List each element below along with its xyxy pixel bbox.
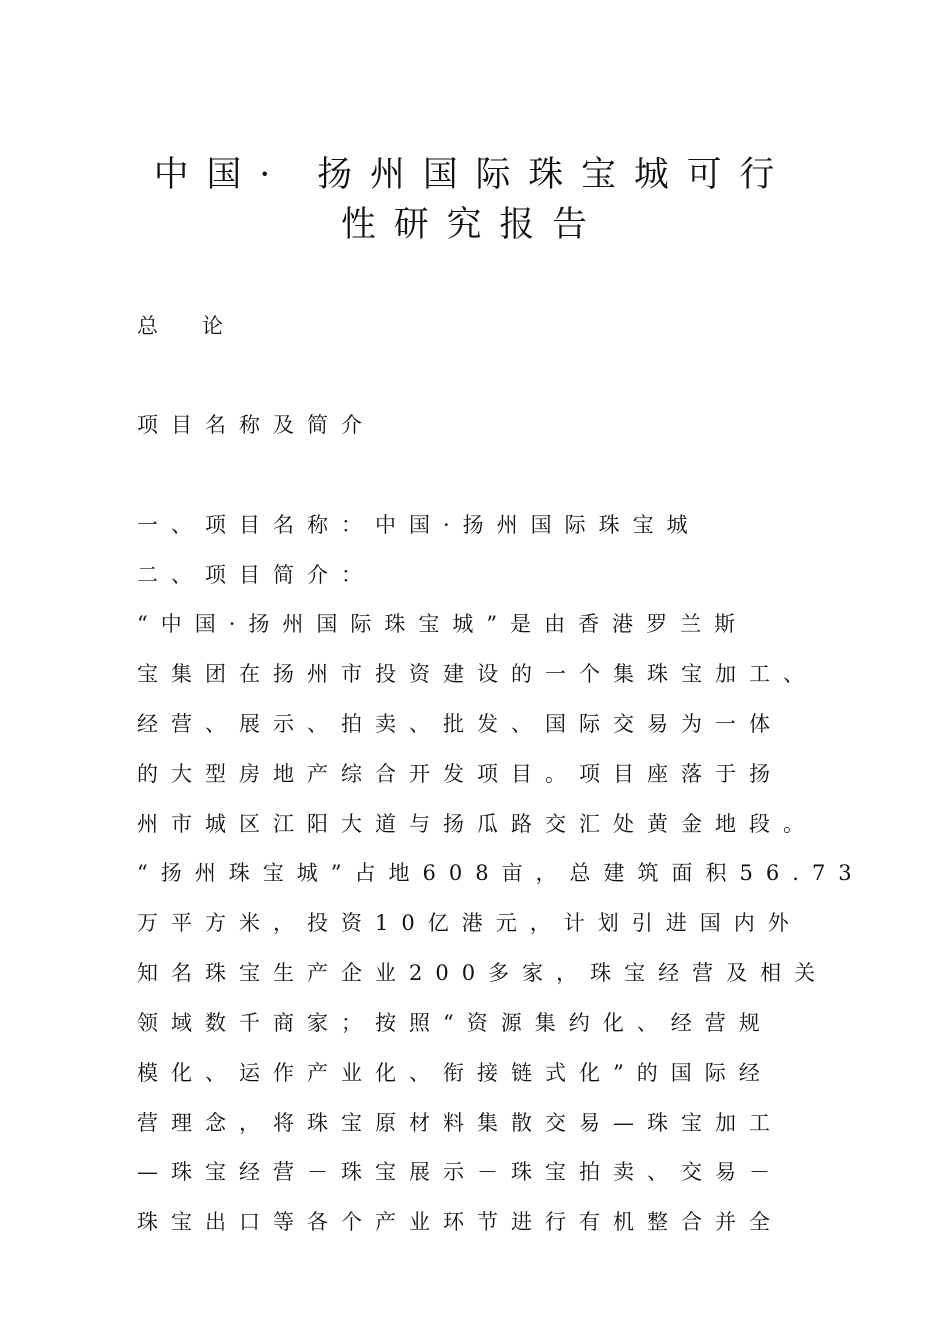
body-line: —珠宝经营－珠宝展示－珠宝拍卖、交易－ [137, 1160, 783, 1184]
body-line: 二、项目简介： [137, 563, 375, 587]
body-line: 经营、展示、拍卖、批发、国际交易为一体 [137, 712, 783, 736]
body-line: 的大型房地产综合开发项目。项目座落于扬 [137, 762, 783, 786]
body-line: 一、项目名称：中国·扬州国际珠宝城 [137, 513, 701, 537]
document-title-line-1: 中国· 扬州国际珠宝城可行 [153, 155, 793, 195]
body-line: 万平方米，投资10亿港元，计划引进国内外 [137, 911, 802, 935]
body-line: 领域数千商家；按照“资源集约化、经营规 [137, 1011, 773, 1035]
document-title-line-2: 性研究报告 [341, 205, 605, 245]
body-line: 模化、运作产业化、衔接链式化”的国际经 [137, 1061, 773, 1085]
body-line: 珠宝出口等各个产业环节进行有机整合并全 [137, 1210, 783, 1234]
section-heading: 总论 [137, 314, 267, 338]
body-line: 州市城区江阳大道与扬瓜路交汇处黄金地段。 [137, 812, 817, 836]
body-line: “扬州珠宝城”占地608亩，总建筑面积56.73 [137, 861, 865, 885]
body-line: 宝集团在扬州市投资建设的一个集珠宝加工、 [137, 662, 817, 686]
subsection-heading: 项目名称及简介 [137, 413, 375, 437]
body-line: 知名珠宝生产企业200多家，珠宝经营及相关 [137, 961, 829, 985]
body-line: “中国·扬州国际珠宝城”是由香港罗兰斯 [137, 612, 749, 636]
body-line: 营理念，将珠宝原材料集散交易—珠宝加工 [137, 1111, 783, 1135]
